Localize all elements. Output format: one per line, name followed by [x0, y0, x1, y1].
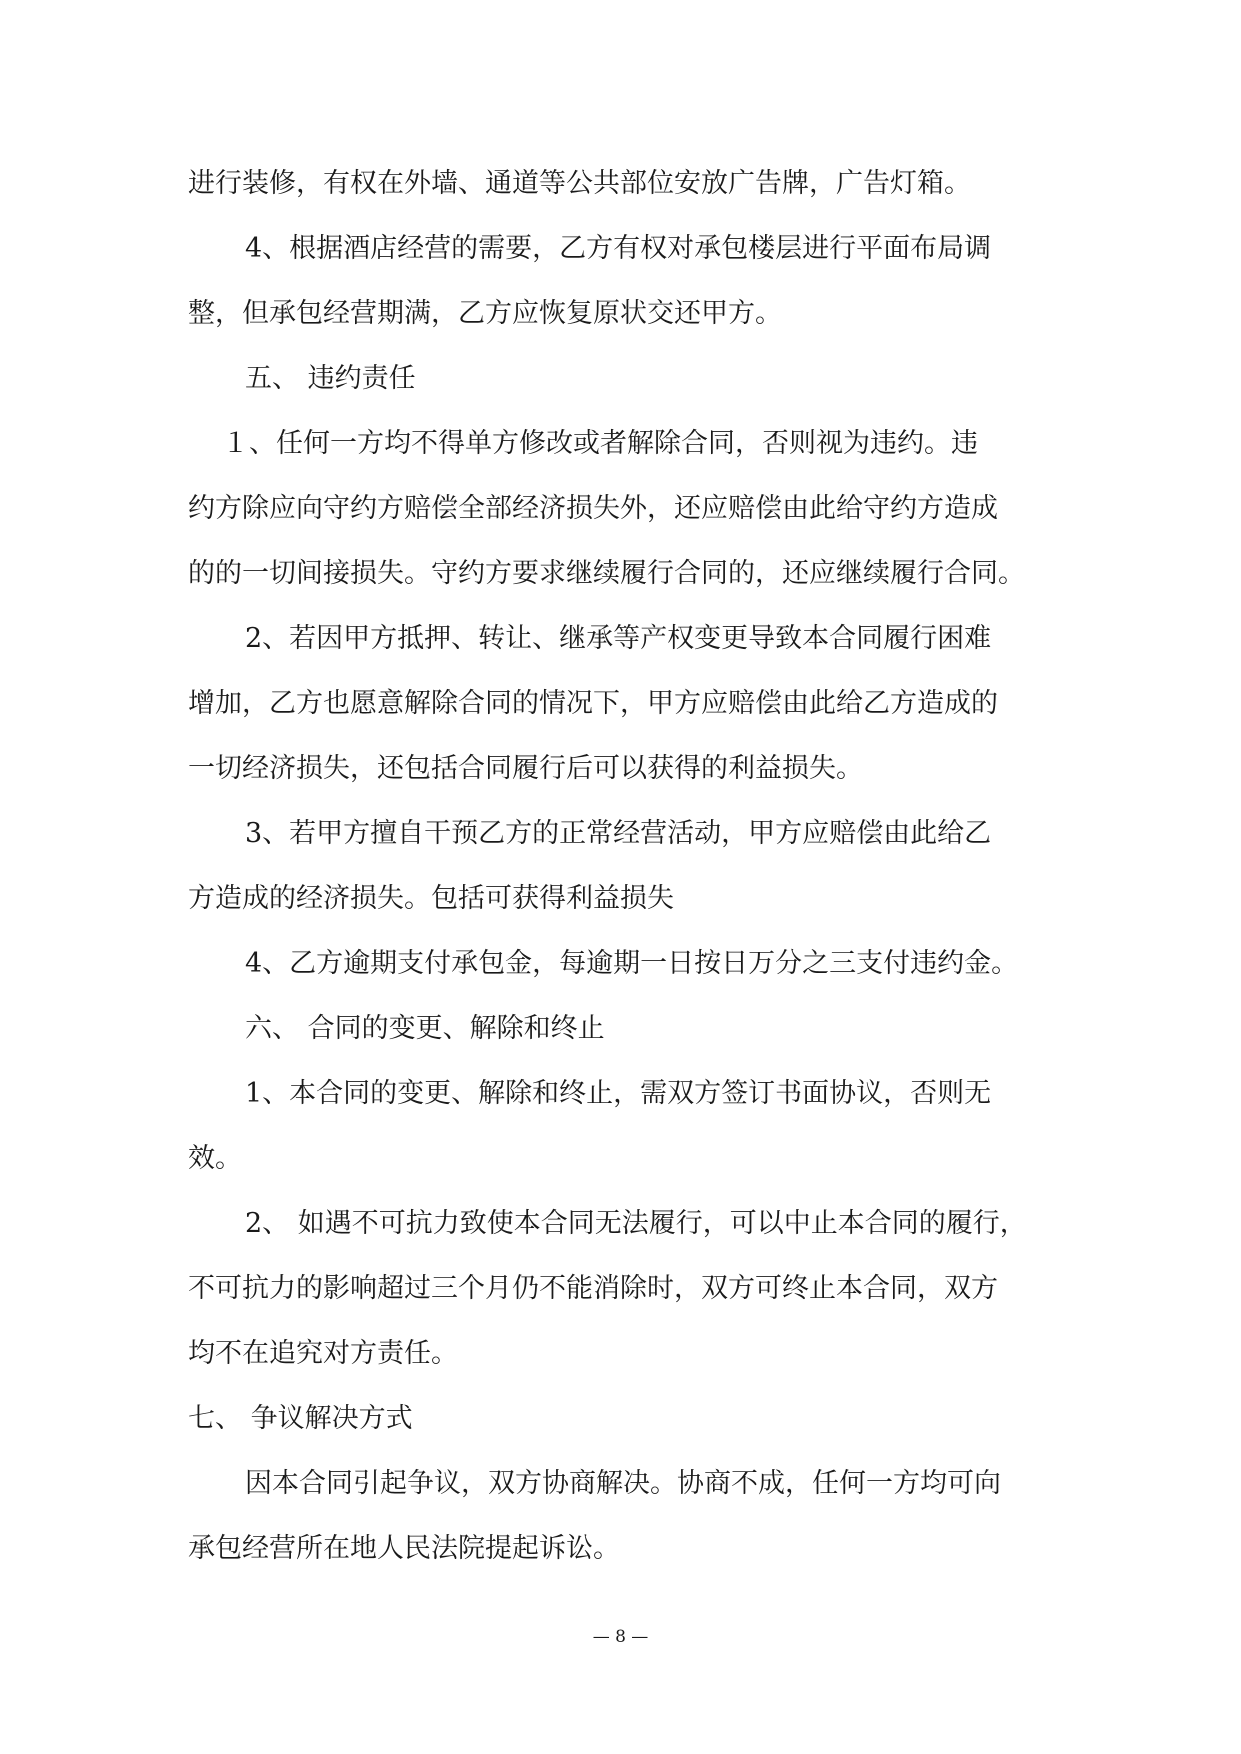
- text-line: 约方除应向守约方赔偿全部经济损失外，还应赔偿由此给守约方造成: [188, 493, 998, 524]
- page-number: — 8 —: [592, 1627, 649, 1647]
- text-line: 4、乙方逾期支付承包金，每逾期一日按日万分之三支付违约金。: [245, 948, 1019, 979]
- text-line: 承包经营所在地人民法院提起诉讼。: [188, 1533, 620, 1564]
- text-line: 3、若甲方擅自干预乙方的正常经营活动，甲方应赔偿由此给乙: [245, 818, 992, 849]
- text-line: 效。: [188, 1143, 242, 1174]
- text-line: 4、根据酒店经营的需要，乙方有权对承包楼层进行平面布局调: [245, 233, 992, 264]
- text-line: 一切经济损失，还包括合同履行后可以获得的利益损失。: [188, 753, 863, 784]
- text-line: 2、 如遇不可抗力致使本合同无法履行，可以中止本合同的履行，: [245, 1208, 1027, 1239]
- text-line: １、任何一方均不得单方修改或者解除合同，否则视为违约。违: [222, 428, 978, 459]
- text-line: 方造成的经济损失。包括可获得利益损失: [188, 883, 674, 914]
- text-line: 的的一切间接损失。守约方要求继续履行合同的，还应继续履行合同。: [188, 558, 1025, 589]
- text-line: 1、本合同的变更、解除和终止，需双方签订书面协议，否则无: [245, 1078, 992, 1109]
- text-line: 不可抗力的影响超过三个月仍不能消除时，双方可终止本合同，双方: [188, 1273, 998, 1304]
- section-heading-6: 六、 合同的变更、解除和终止: [245, 1013, 605, 1044]
- text-line: 增加，乙方也愿意解除合同的情况下，甲方应赔偿由此给乙方造成的: [188, 688, 998, 719]
- text-line: 进行装修，有权在外墙、通道等公共部位安放广告牌，广告灯箱。: [188, 168, 971, 199]
- section-heading-5: 五、 违约责任: [245, 363, 416, 394]
- text-line: 2、若因甲方抵押、转让、继承等产权变更导致本合同履行困难: [245, 623, 992, 654]
- text-line: 均不在追究对方责任。: [188, 1338, 458, 1369]
- text-line: 整，但承包经营期满，乙方应恢复原状交还甲方。: [188, 298, 782, 329]
- section-heading-7: 七、 争议解决方式: [188, 1403, 413, 1434]
- text-line: 因本合同引起争议，双方协商解决。协商不成，任何一方均可向: [245, 1468, 1001, 1499]
